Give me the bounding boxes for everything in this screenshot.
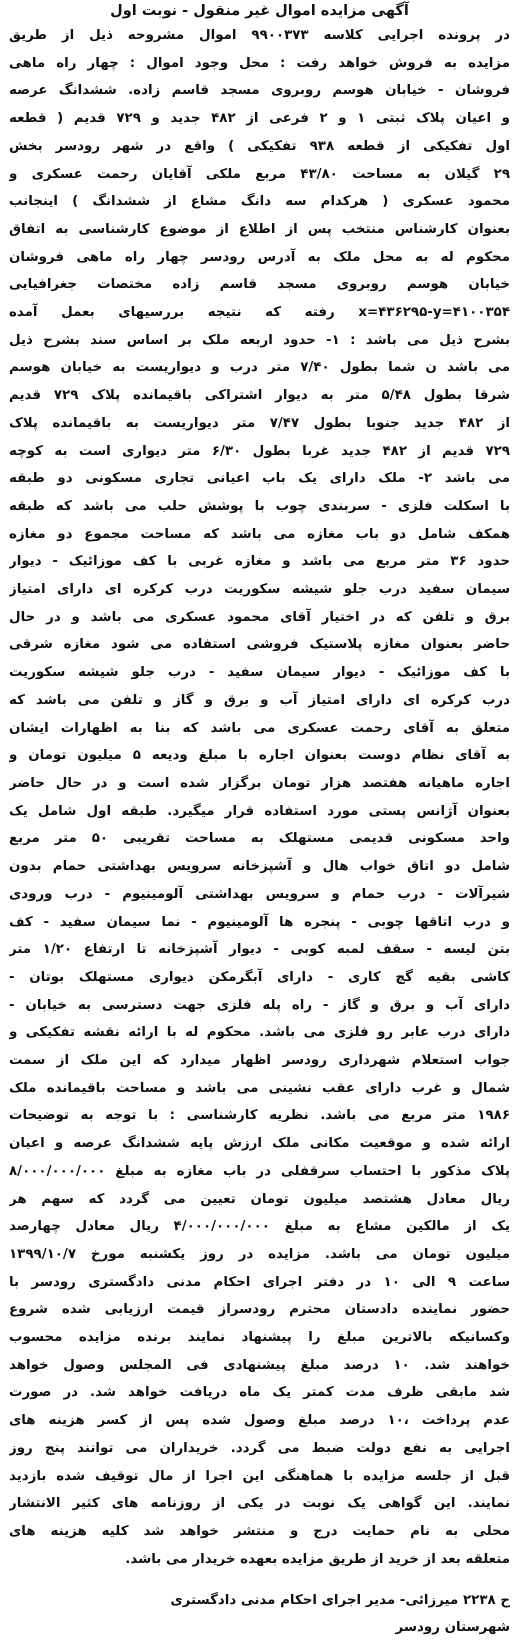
- body-line: میلیون تومان می باشد. مزایده در روز یکشنبه مورخ ۱۳۹۹/۱۰/۷: [9, 1246, 510, 1262]
- body-line: وکسانیکه بالاترین مبلغ را پیشنهاد نمایند برنده مزایده محسوب: [9, 1330, 510, 1346]
- body-line: شامل دو اتاق خواب هال و آشپزخانه سرویس بهداشتی حمام بدون: [9, 859, 510, 875]
- body-line: واحد مسکونی قدیمی مستهلک به مساحت تقریبی ۵۰ متر مربع: [9, 831, 510, 847]
- body-line: متعلق به آقای رحمت عسکری می باشد که بنا به اظهارات ایشان: [9, 720, 510, 736]
- body-line: ارائه شده و موقعیت مکانی ملک ارزش پایه ششدانگ عرصه و اعیان: [9, 1136, 510, 1152]
- body-line: می باشد ۲- ملک دارای یک باب اعیانی تجاری مسکونی دو طبقه: [9, 471, 510, 487]
- body-line: فروشان - خیابان هوسم روبروی مسجد قاسم زاده. ششدانگ عرصه: [9, 83, 510, 99]
- body-line: سیمان سفید درب جلو شیشه سکوریت درب کرکره ای دارای امتیاز: [9, 582, 510, 598]
- signature-line-1: ح ۲۲۳۸ میرزائی- مدیر اجرای احکام مدنی دادگستری: [170, 1593, 510, 1609]
- body-line: با اسکلت فلزی - سربندی چوب با پوشش حلب می باشد که طبقه: [9, 498, 510, 514]
- body-line: پلاک مذکور با احتساب سرقفلی در باب مغازه به مبلغ ۸/۰۰۰/۰۰۰/۰۰۰: [9, 1163, 510, 1179]
- body-line: دارای درب عابر رو فلزی می باشد. محکوم له با ارائه نقشه تفکیکی و: [9, 1025, 510, 1041]
- body-line: شرقا بطول ۵/۴۸ متر به دیوار اشتراکی باقیمانده پلاک ۷۲۹ قدیم: [9, 388, 510, 404]
- body-line: شیرآلات - درب حمام و سرویس بهداشتی آلومینیوم - درب ورودی: [9, 886, 510, 902]
- body-line: عدم پرداخت ،۱۰ درصد مبلغ وصول شده پس از کسر هزینه های: [9, 1413, 510, 1429]
- body-line: و اعیان پلاک ثبتی ۱ و ۲ فرعی از ۴۸۲ جدید و ۷۲۹ قدیم ( قطعه: [9, 111, 510, 127]
- body-line: حاضر بعنوان مغازه پلاستیک فروشی استفاده می شود مغازه شرقی: [9, 637, 510, 653]
- body-line: حدود ۳۶ متر مربع می باشد و مغازه غربی با کف موزائیک - دیوار: [9, 554, 510, 570]
- body-line: بتن لیسه - سقف لمبه کوبی - دیوار آشپزخانه تا ارتفاع ۱/۲۰ متر: [9, 942, 510, 958]
- body-line: برق و تلفن که در اختیار آقای محمود عسکری می باشد و در حال: [9, 609, 510, 625]
- body-line: مزایده به فروش خواهد رفت : محل وجود اموال : چهار راه ماهی: [9, 55, 510, 71]
- body-line: دارای آب و برق و گاز - راه پله فلزی جهت دسترسی به خیابان -: [9, 997, 510, 1013]
- body-line: حضور نماینده دادستان محترم رودسراز قیمت ارزیابی شده شروع: [9, 1302, 510, 1318]
- body-line: به آقای نظام دوست بعنوان اجاره با مبلغ ودیعه ۵ میلیون تومان و: [9, 748, 510, 764]
- body-line: در پرونده اجرایی کلاسه ۹۹۰۰۳۷۳ اموال مشروحه ذیل از طریق: [9, 28, 510, 43]
- body-line: بعنوان کارشناس منتخب پس از اطلاع از موضوع کارشناسی به اتفاق: [9, 221, 510, 237]
- body-line: از ۴۸۲ جدید جنوبا بطول ۷/۴۷ متر دیواریست به باقیمانده پلاک: [9, 415, 510, 431]
- body-line: همکف شامل دو باب مغازه می باشد که مساحت مجموع دو مغازه: [9, 526, 510, 542]
- body-line: ریال معادل هشتصد میلیون تومان تعیین می گردد که سهم هر: [9, 1191, 510, 1207]
- body-line: x=۴۳۶۲۹۵-y=۴۱۰۰۳۵۴ رفته که نتیجه بررسیهای بعمل آمده: [9, 305, 510, 321]
- body-line: ۲۹ گیلان به مساحت ۴۳/۸۰ مربع ملکی آقایان رحمت عسکری و: [9, 166, 510, 182]
- body-line: ۷۲۹ قدیم از ۴۸۲ جدید غربا بطول ۶/۳۰ متر دیواری است به کوچه: [9, 443, 510, 459]
- body-line: ساعت ۹ الی ۱۰ در دفتر اجرای احکام مدنی دادگستری رودسر با: [9, 1274, 510, 1290]
- notice-body: [9, 22, 510, 1573]
- body-line: شد مابقی ظرف مدت کمتر یک ماه دریافت خواهد شد. در صورت: [9, 1385, 510, 1401]
- body-line: متعلقه بعد از خرید از طریق مزایده بعهده خریدار می باشد.: [125, 1551, 510, 1567]
- body-line: محمود عسکری ( هرکدام سه دانگ مشاع از ششدانگ ) اینجانب: [9, 194, 510, 210]
- body-line: اول تفکیکی از قطعه ۹۳۸ تفکیکی ) واقع در شهر رودسر بخش: [9, 138, 510, 154]
- body-line: ۱۹۸۶ متر مربع می باشد. نظریه کارشناسی : با توجه به توضیحات: [9, 1108, 510, 1124]
- body-line: جواب استعلام شهرداری رودسر اظهار میدارد که این ملک از سمت: [9, 1053, 510, 1069]
- body-line: یک از مالکین مشاع به مبلغ ۴/۰۰۰/۰۰۰/۰۰۰ ریال معادل چهارصد: [9, 1219, 510, 1235]
- body-line: کاشی بقیه گچ کاری - دارای آبگرمکن دیواری مستهلک بوتان -: [9, 969, 510, 985]
- body-line: با کف موزائیک - دیوار سیمان سفید - درب جلو شیشه سکوریت: [9, 665, 510, 681]
- body-line: خواهند شد. ۱۰ درصد مبلغ پیشنهادی فی المجلس وصول خواهد: [9, 1357, 510, 1373]
- body-line: محلی به نام حمایت درج و منتشر خواهد شد کلیه هزینه های: [9, 1523, 510, 1539]
- body-line: قبل از جلسه مزایده با هماهنگی این اجرا از مال توقیف شده بازدید: [9, 1468, 510, 1484]
- body-line: اجاره ماهیانه هفتصد هزار تومان برگزار شده است و در حال حاضر: [9, 775, 510, 791]
- body-line: بعنوان آژانس پستی مورد استفاده قرار میگیرد. طبقه اول شامل یک: [9, 803, 510, 819]
- body-line: می باشد ن شما بطول ۷/۴۰ متر درب و دیواریست به خیابان هوسم: [9, 360, 510, 376]
- notice-title: آگهی مزایده اموال غیر منقول - نوبت اول: [110, 3, 409, 19]
- body-line: بشرح ذیل می باشد : ۱- حدود اربعه ملک بر اساس سند بشرح ذیل: [9, 332, 510, 348]
- body-line: محکوم له به محل ملک به آدرس رودسر چهار راه ماهی فروشان: [9, 249, 510, 265]
- signature-line-2: شهرستان رودسر: [395, 1620, 510, 1636]
- signature-block: [9, 1587, 510, 1641]
- body-line: درب کرکره ای دارای امتیاز آب و برق و گاز و تلفن می باشد که: [9, 692, 510, 708]
- body-line: شمال و غرب دارای عقب نشینی می باشد و مساحت باقیمانده ملک: [9, 1080, 510, 1096]
- body-line: و درب اتاقها چوبی - پنجره ها آلومینیوم - نما سیمان سفید - کف: [9, 914, 510, 930]
- body-line: نمایند. این گواهی یک نوبت در یکی از روزنامه های کثیر الانتشار: [9, 1496, 510, 1512]
- body-line: خیابان هوسم روبروی مسجد قاسم زاده مختصات جغرافیایی: [9, 277, 510, 293]
- body-line: اجرایی به نفع دولت ضبط می گردد. خریداران می توانند پنج روز: [9, 1440, 510, 1456]
